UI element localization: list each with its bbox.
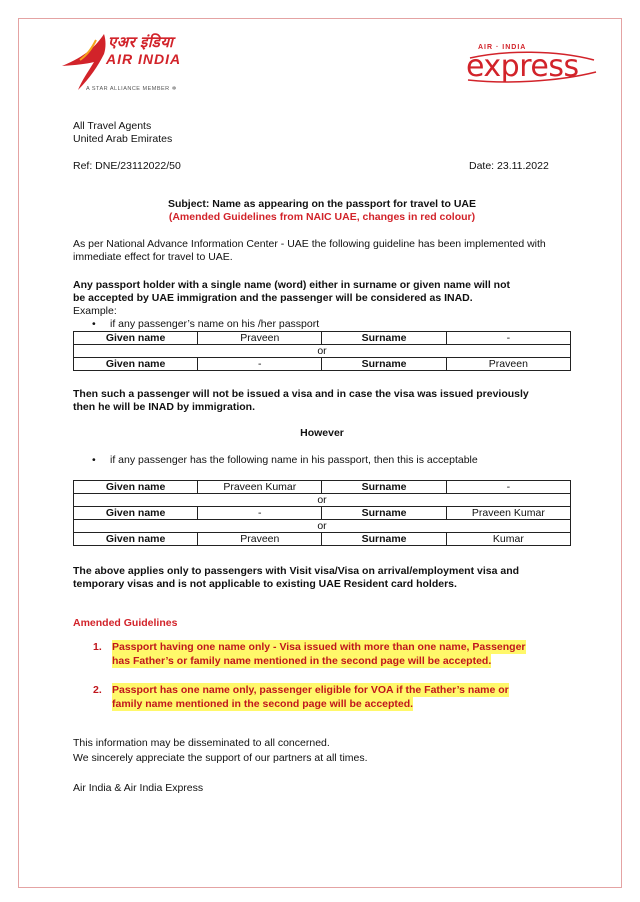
table-cell: Given name xyxy=(74,507,198,520)
star-alliance-text: A STAR ALLIANCE MEMBER xyxy=(86,86,170,92)
subject-note: (Amended Guidelines from NAIC UAE, changes in red colour) xyxy=(168,211,476,223)
air-india-express-logo xyxy=(466,44,606,84)
star-alliance-tagline xyxy=(86,86,177,92)
consequence-line-2: then he will be INAD by immigration. xyxy=(73,401,256,413)
table-row xyxy=(74,533,571,546)
table-cell: Surname xyxy=(322,533,446,546)
table-cell: Surname xyxy=(322,332,446,345)
table-separator-row xyxy=(74,345,571,358)
table-separator-row xyxy=(74,494,571,507)
table-cell: Given name xyxy=(74,481,198,494)
table-cell: Given name xyxy=(74,332,198,345)
table-cell: - xyxy=(198,358,322,371)
signature: Air India & Air India Express xyxy=(73,782,204,794)
table-cell: Praveen xyxy=(446,358,570,371)
table-cell: Surname xyxy=(322,481,446,494)
amended-item-number: 2. xyxy=(93,684,102,696)
closing-line-1: This information may be disseminated to all concerned. xyxy=(73,737,330,749)
table-cell: Praveen Kumar xyxy=(198,481,322,494)
table-cell: Surname xyxy=(322,358,446,371)
table-cell: - xyxy=(446,481,570,494)
star-alliance-icon: ✲ xyxy=(171,86,177,92)
or-separator: or xyxy=(74,494,571,507)
bullet-1-text: if any passenger’s name on his /her passport xyxy=(110,318,320,330)
table-row xyxy=(74,507,571,520)
example-rejected-table xyxy=(73,331,571,371)
express-swoosh-icon xyxy=(466,44,606,84)
amended-item-1-line-1: Passport having one name only - Visa issued with more than one name, Passenger xyxy=(112,641,526,653)
intro-line-1: As per National Advance Information Center - UAE the following guideline has been implemented with xyxy=(73,238,546,250)
bullet-dot: • xyxy=(92,318,96,330)
applies-line-1: The above applies only to passengers with Visit visa/Visa on arrival/employment visa and xyxy=(73,565,520,577)
amended-item-2-line-2: family name mentioned in the second page will be accepted. xyxy=(112,698,414,710)
table-row xyxy=(74,332,571,345)
table-cell: Surname xyxy=(322,507,446,520)
table-cell: Praveen xyxy=(198,533,322,546)
consequence-line-1: Then such a passenger will not be issued a visa and in case the visa was issued previously xyxy=(73,388,529,400)
or-separator: or xyxy=(74,520,571,533)
however-heading: However xyxy=(300,427,344,439)
amended-guidelines-title: Amended Guidelines xyxy=(73,617,178,629)
closing-line-2: We sincerely appreciate the support of our partners at all times. xyxy=(73,752,368,764)
air-india-hindi-wordmark: एअर इंडिया xyxy=(108,34,174,51)
applies-line-2: temporary visas and is not applicable to existing UAE Resident card holders. xyxy=(73,578,457,590)
example-label: Example: xyxy=(73,305,117,317)
bullet-2-text: if any passenger has the following name in his passport, then this is acceptable xyxy=(110,454,478,466)
address-line-1: All Travel Agents xyxy=(73,120,152,132)
table-cell: Given name xyxy=(74,358,198,371)
rule-line-1: Any passport holder with a single name (word) either in surname or given name will not xyxy=(73,279,510,291)
address-line-2: United Arab Emirates xyxy=(73,133,173,145)
subject-line: Subject: Name as appearing on the passport for travel to UAE xyxy=(167,198,477,210)
table-cell: - xyxy=(198,507,322,520)
table-cell: Praveen xyxy=(198,332,322,345)
amended-item-2-line-1: Passport has one name only, passenger eligible for VOA if the Father’s name or xyxy=(112,684,509,696)
example-accepted-table xyxy=(73,480,571,546)
reference-number: Ref: DNE/23112022/50 xyxy=(73,160,181,172)
express-small-wordmark: AIR · INDIA xyxy=(478,44,527,51)
table-row xyxy=(74,358,571,371)
bullet-dot: • xyxy=(92,454,96,466)
air-india-wordmark: AIR INDIA xyxy=(106,51,182,67)
intro-line-2: immediate effect for travel to UAE. xyxy=(73,251,233,263)
amended-item-number: 1. xyxy=(93,641,102,653)
table-cell: - xyxy=(446,332,570,345)
or-separator: or xyxy=(74,345,571,358)
table-cell: Given name xyxy=(74,533,198,546)
letter-date: Date: 23.11.2022 xyxy=(469,160,549,172)
table-cell: Kumar xyxy=(446,533,570,546)
air-india-logo xyxy=(56,32,216,94)
amended-item-1-line-2: has Father’s or family name mentioned in the second page will be accepted. xyxy=(112,655,492,667)
table-row xyxy=(74,481,571,494)
express-wordmark: express xyxy=(466,49,579,84)
rule-line-2: be accepted by UAE immigration and the passenger will be considered as INAD. xyxy=(73,292,473,304)
table-separator-row xyxy=(74,520,571,533)
table-cell: Praveen Kumar xyxy=(446,507,570,520)
